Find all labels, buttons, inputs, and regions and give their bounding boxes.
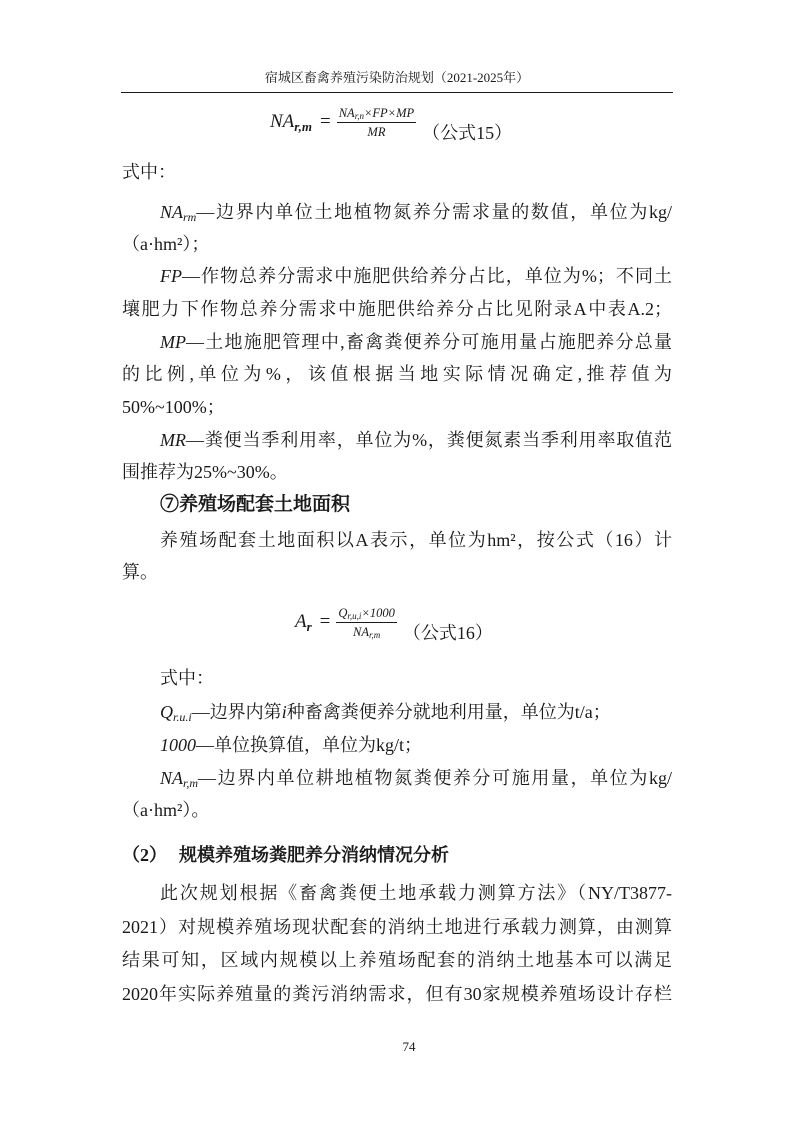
formula-15-den-var: MR xyxy=(367,124,386,139)
fp-text: —作物总养分需求中施肥供给养分占比，单位为%；不同土 xyxy=(182,266,672,286)
formula-15 xyxy=(270,100,512,144)
q-sub: r.u.i xyxy=(173,710,192,724)
header-rule xyxy=(121,92,673,93)
na-rm-definition-cont: （a·hm²）； xyxy=(122,234,210,254)
formula-15-numerator xyxy=(337,106,416,120)
fp-var: FP xyxy=(160,266,182,286)
formula-16-equals: = xyxy=(319,611,331,632)
formula-16-den-sub: r,m xyxy=(368,629,381,640)
q-var: Q xyxy=(160,702,173,722)
section-2-title: 规模养殖场粪肥养分消纳情况分析 xyxy=(179,845,449,865)
formula-15-lhs-var: NA xyxy=(270,111,295,132)
section-2-number: （2） xyxy=(122,845,167,865)
na-definition xyxy=(160,765,672,791)
na-rm-var: NA xyxy=(160,202,184,222)
na-rm-text: —边界内单位土地植物氮养分需求量的数值，单位为kg/ xyxy=(196,202,672,222)
formula-15-fraction xyxy=(337,106,416,139)
mr-definition-cont: 围推荐为25%~30%。 xyxy=(122,462,288,482)
paragraph-line: 2020年实际养殖量的粪污消纳需求，但有30家规模养殖场设计存栏 xyxy=(122,984,672,1004)
formula-15-equals: = xyxy=(320,111,331,132)
conversion-text: —单位换算值，单位为kg/t； xyxy=(196,735,423,755)
na-definition-cont: （a·hm²）。 xyxy=(122,800,210,820)
formula-16-lhs xyxy=(295,611,312,633)
running-header: 宿城区畜禽养殖污染防治规划（2021-2025年） xyxy=(264,70,530,85)
na-text: —边界内单位耕地植物氮粪便养分可施用量，单位为kg/ xyxy=(198,768,672,788)
mp-definition-cont: 的比例,单位为%，该值根据当地实际情况确定,推荐值为 xyxy=(122,364,672,384)
paragraph-line: 2021）对规模养殖场现状配套的消纳土地进行承载力测算，由测算 xyxy=(122,917,672,937)
mr-var: MR xyxy=(160,430,186,450)
formula-16-denominator xyxy=(351,625,382,639)
mp-text: —土地施肥管理中,畜禽粪便养分可施用量占施肥养分总量 xyxy=(186,332,672,352)
formula-16-den-var: NA xyxy=(353,624,369,639)
formula-15-num-var: NA xyxy=(338,105,355,120)
mp-definition-cont-2: 50%~100%； xyxy=(122,397,225,417)
q-index-var: i xyxy=(281,702,287,722)
na-sub: r,m xyxy=(183,776,199,790)
mp-var: MP xyxy=(160,332,186,352)
q-definition xyxy=(160,699,611,725)
formula-15-num-sub: r,n xyxy=(354,110,364,121)
conversion-var: 1000 xyxy=(160,735,196,755)
q-text-2: 种畜禽粪便养分就地利用量，单位为t/a； xyxy=(286,702,611,722)
section-7-heading: ⑦养殖场配套土地面积 xyxy=(160,494,351,515)
na-rm-definition xyxy=(160,199,672,225)
page-number: 74 xyxy=(402,1039,416,1054)
formula-15-num-rest: ×FP×MP xyxy=(363,105,415,120)
section-7-line-2: 算。 xyxy=(122,562,158,582)
formula-16-num-sub: r,u,i xyxy=(347,610,362,621)
fp-definition-cont: 壤肥力下作物总养分需求中施肥供给养分占比见附录A中表A.2； xyxy=(122,299,672,319)
paragraph-line: 结果可知，区域内规模以上养殖场配套的消纳土地基本可以满足 xyxy=(122,950,672,970)
formula-16-label: （公式16） xyxy=(402,623,493,643)
na-var: NA xyxy=(160,768,184,788)
formula-16-lhs-var: A xyxy=(295,611,307,632)
section-7-line-1: 养殖场配套土地面积以A表示，单位为hm²，按公式（16）计 xyxy=(160,530,672,550)
formula-16 xyxy=(295,600,493,644)
formula-16-num-rest: ×1000 xyxy=(361,605,395,620)
formula-16-lhs-sub: r xyxy=(306,619,312,634)
where-label-1: 式中： xyxy=(122,162,176,182)
formula-16-num-var: Q xyxy=(338,605,348,620)
q-text-1: —边界内第 xyxy=(191,702,282,722)
formula-15-lhs-sub: r,m xyxy=(294,119,312,134)
mr-definition xyxy=(160,427,672,453)
formula-15-label: （公式15） xyxy=(422,123,513,143)
formula-16-fraction-bar xyxy=(336,622,396,623)
fp-definition xyxy=(160,263,672,289)
paragraph-line: 此次规划根据《畜禽粪便土地承载力测算方法》（NY/T3877- xyxy=(160,883,672,903)
na-rm-sub: rm xyxy=(183,210,197,224)
where-label-2: 式中： xyxy=(160,668,214,688)
formula-15-lhs xyxy=(270,111,312,133)
formula-15-denominator xyxy=(365,125,387,139)
formula-15-fraction-bar xyxy=(337,122,416,123)
mp-definition xyxy=(160,329,672,355)
formula-16-numerator xyxy=(336,606,396,620)
conversion-definition xyxy=(160,732,422,758)
section-2-heading xyxy=(122,842,449,868)
mr-text: —粪便当季利用率，单位为%，粪便氮素当季利用率取值范 xyxy=(186,430,672,450)
formula-16-fraction xyxy=(336,606,396,639)
